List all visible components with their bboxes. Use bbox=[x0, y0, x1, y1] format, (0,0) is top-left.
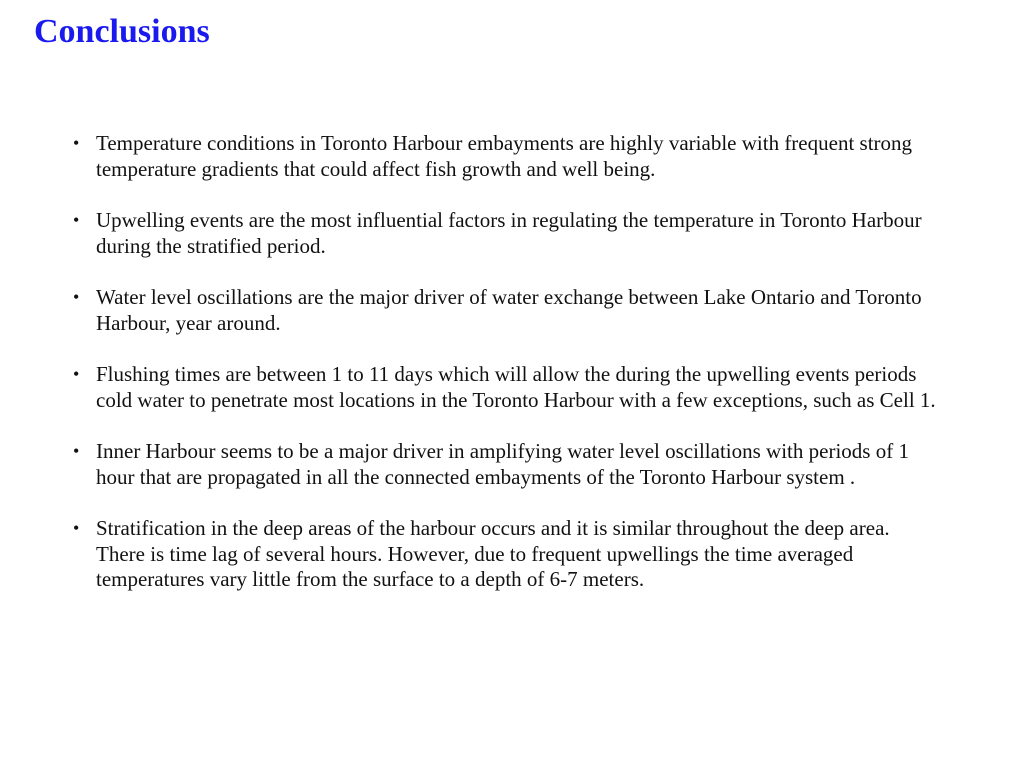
bullet-item-water-level bbox=[0, 285, 1024, 336]
bullet-dot-icon: • bbox=[73, 133, 80, 153]
bullet-dot-icon: • bbox=[73, 518, 80, 538]
bullet-text: Stratification in the deep areas of the harbour occurs and it is similar throughout the deep area. There is time lag of several hours. However, due to frequent upwellings the time averaged temperatures vary little from the surface to a depth of 6-7 meters. bbox=[96, 516, 890, 591]
bullet-item-stratification bbox=[0, 516, 1024, 593]
bullet-item-inner-harbour bbox=[0, 439, 1024, 490]
bullet-text: Temperature conditions in Toronto Harbour embayments are highly variable with frequent strong temperature gradients that could affect fish growth and well being. bbox=[96, 131, 913, 181]
bullet-item-temperature bbox=[0, 131, 1024, 182]
bullet-dot-icon: • bbox=[73, 287, 80, 307]
bullet-item-upwelling bbox=[0, 208, 1024, 259]
bullet-dot-icon: • bbox=[73, 210, 80, 230]
slide-title: Conclusions bbox=[34, 13, 210, 50]
bullet-item-flushing bbox=[0, 362, 1024, 413]
bullet-dot-icon: • bbox=[73, 441, 80, 461]
conclusions-list bbox=[0, 131, 1024, 619]
bullet-text: Water level oscillations are the major driver of water exchange between Lake Ontario and Toronto Harbour, year around. bbox=[96, 285, 922, 335]
bullet-dot-icon: • bbox=[73, 364, 80, 384]
bullet-text: Flushing times are between 1 to 11 days which will allow the during the upwelling events periods cold water to penetrate most locations in the Toronto Harbour with a few exceptions, such as Cell 1. bbox=[96, 362, 936, 412]
bullet-text: Inner Harbour seems to be a major driver in amplifying water level oscillations with periods of 1 hour that are propagated in all the connected embayments of the Toronto Harbour system . bbox=[96, 439, 909, 489]
bullet-text: Upwelling events are the most influential factors in regulating the temperature in Toronto Harbour during the stratified period. bbox=[96, 208, 922, 258]
